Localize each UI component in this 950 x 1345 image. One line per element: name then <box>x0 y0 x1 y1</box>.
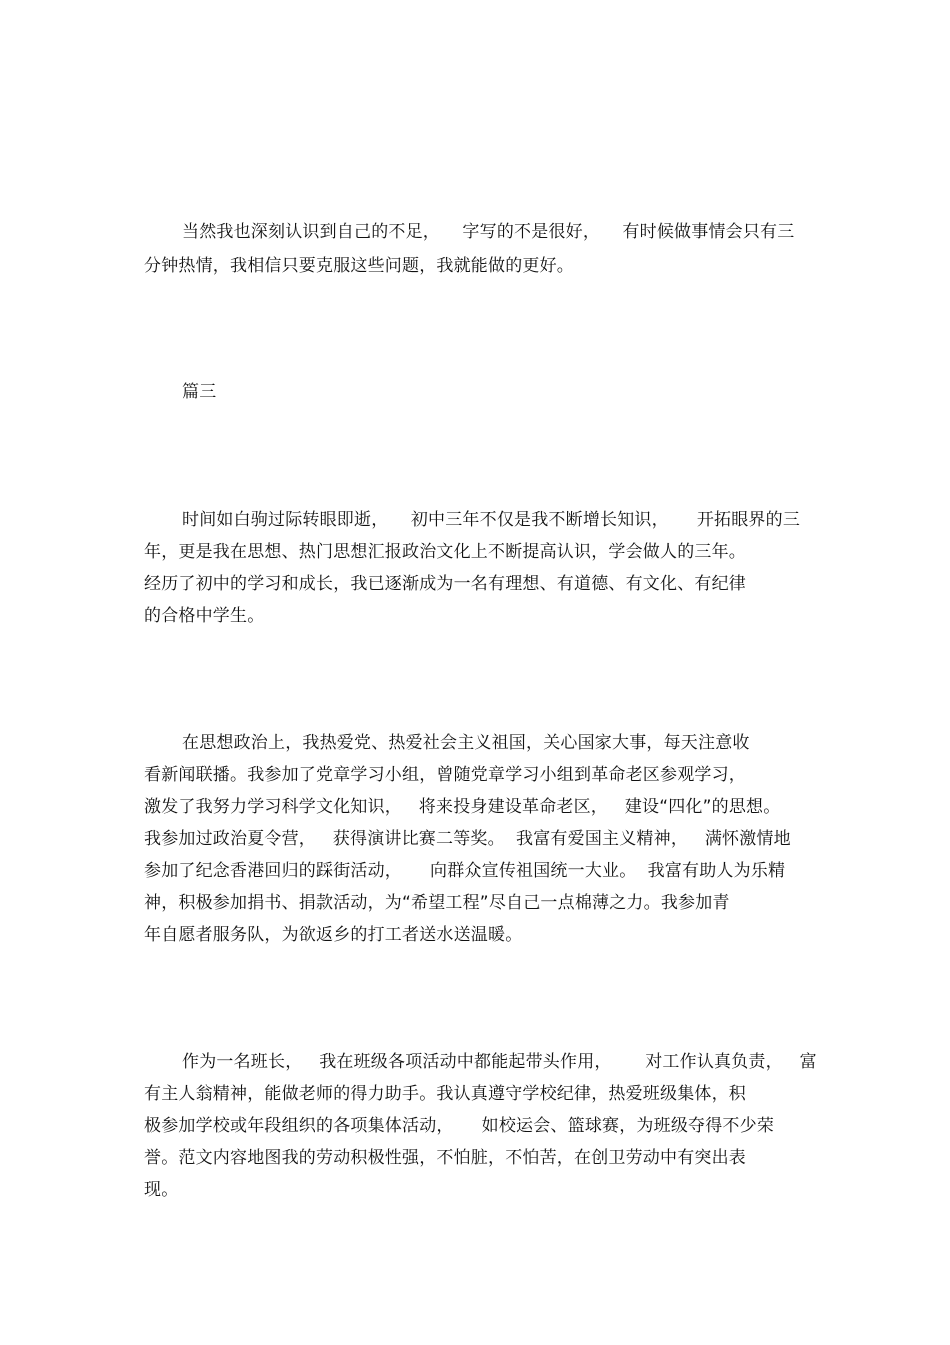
paragraph-1-line-2: 分钟热情，我相信只要克服这些问题，我就能做的更好。 <box>144 256 574 276</box>
paragraph-2-line-2: 年，更是我在思想、热门思想汇报政治文化上不断提高认识，学会做人的三年。 <box>144 542 746 562</box>
paragraph-3-line-1: 在思想政治上，我热爱党、热爱社会主义祖国，关心国家大事，每天注意收 <box>182 733 750 753</box>
paragraph-2-line-4: 的合格中学生。 <box>144 606 265 626</box>
paragraph-4-line-2: 有主人翁精神，能做老师的得力助手。我认真遵守学校纪律，热爱班级集体，积 <box>144 1084 746 1104</box>
paragraph-4-line-4: 誉。范文内容地图我的劳动积极性强，不怕脏，不怕苦，在创卫劳动中有突出表 <box>144 1148 746 1168</box>
paragraph-4-line-1: 作为一名班长， 我在班级各项活动中都能起带头作用， 对工作认真负责， 富 <box>182 1052 817 1072</box>
paragraph-3-line-2: 看新闻联播。我参加了党章学习小组，曾随党章学习小组到革命老区参观学习， <box>144 765 746 785</box>
paragraph-3-line-7: 年自愿者服务队，为欲返乡的打工者送水送温暖。 <box>144 925 523 945</box>
paragraph-4-line-3: 极参加学校或年段组织的各项集体活动， 如校运会、篮球赛，为班级夺得不少荣 <box>144 1116 775 1136</box>
paragraph-2-line-1: 时间如白驹过际转眼即逝， 初中三年不仅是我不断增长知识， 开拓眼界的三 <box>182 510 801 530</box>
paragraph-3-line-4: 我参加过政治夏令营， 获得演讲比赛二等奖。 我富有爱国主义精神， 满怀激情地 <box>144 829 791 849</box>
paragraph-3-line-6: 神，积极参加捐书、捐款活动，为“希望工程”尽自己一点棉薄之力。我参加青 <box>144 893 730 913</box>
section-heading: 篇三 <box>182 382 217 402</box>
paragraph-4-line-5: 现。 <box>144 1180 179 1200</box>
paragraph-3-line-3: 激发了我努力学习科学文化知识， 将来投身建设革命老区， 建设“四化”的思想。 <box>144 797 781 817</box>
paragraph-1-line-1: 当然我也深刻认识到自己的不足， 字写的不是很好， 有时候做事情会只有三 <box>182 222 795 242</box>
paragraph-3-line-5: 参加了纪念香港回归的踩街活动， 向群众宣传祖国统一大业。 我富有助人为乐精 <box>144 861 786 881</box>
paragraph-2-line-3: 经历了初中的学习和成长，我已逐渐成为一名有理想、有道德、有文化、有纪律 <box>144 574 746 594</box>
